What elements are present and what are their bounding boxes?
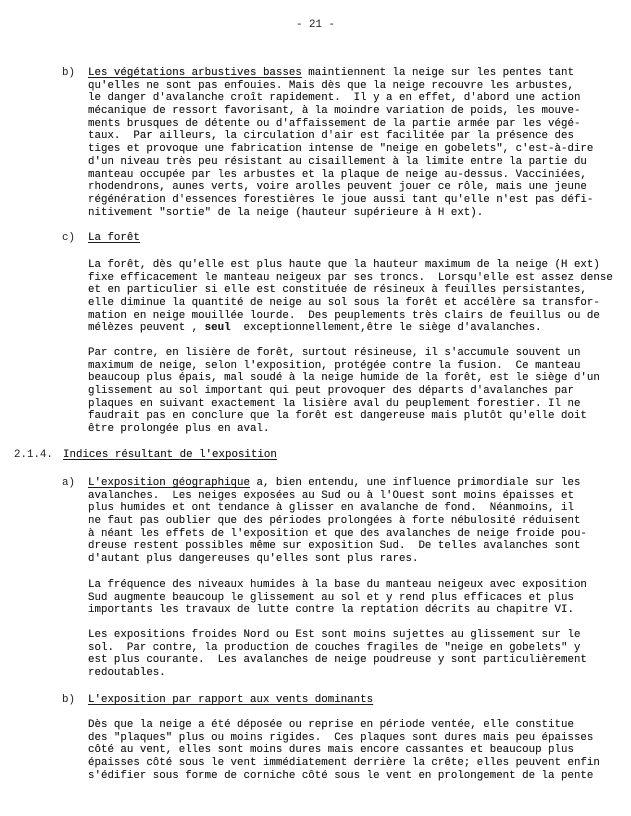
text-line: plus humides et ont tendance à glisser en avalanche de fond. Néanmoins, il [88,502,574,515]
section-label: b) [62,67,75,79]
text-line: qu'elles ne sont pas enfouies. Mais dès que la neige recouvre les arbustes, [88,79,574,92]
text-line: elle diminue la quantité de neige au sol sous la forêt et accélère sa transfor- [88,297,600,310]
text-line: glissement au sol important qui peut provoquer des départs d'avalanches par [88,385,574,398]
section-heading: L'exposition par rapport aux vents dominants [88,694,374,706]
text-line: nitivement "sortie" de la neige (hauteur supérieure à H ext). [88,206,484,219]
text-line: est plus courante. Les avalanches de neige poudreuse y sont particulièrement [88,654,587,667]
text-segment: mélèzes peuvent , [88,322,205,335]
text-line: Dès que la neige a été déposée ou reprise en période ventée, elle constitue [88,719,574,731]
text-line: épaisses côté sous le vent immédiatement derrière la crête; elles peuvent enfin [88,757,600,770]
text-line: le danger d'avalanche croît rapidement. Il y a en effet, d'abord une action [88,92,581,105]
text-line: beaucoup plus épais, mal soudé à la neige humide de la forêt, est le siège d'un [88,372,600,385]
text-line: maximum de neige, selon l'exposition, protégée contre la fusion. Ce manteau [88,359,581,372]
text-line [88,322,613,335]
text-line: régénération d'essences forestières le joue aussi tant qu'elle n'est pas défi- [88,193,594,206]
text-line: côté au vent, elles sont moins dures mais encore cassantes et beaucoup plus [88,744,574,757]
heading-line [88,67,593,80]
text-line: être prolongée plus en aval. [88,423,270,436]
heading-line [63,449,277,462]
heading-line [88,694,373,707]
section-heading-paragraph [63,449,277,462]
text-line: faudrait pas en conclure que la forêt est dangereuse mais plutôt qu'elle doit [88,410,587,423]
section-heading: Les végétations arbustives basses [88,67,302,79]
text-line: redoutables. [88,667,166,680]
text-line: La forêt, dès qu'elle est plus haute que la hauteur maximum de la neige (H ext) [88,259,600,271]
section-heading: L'exposition géographique [88,477,250,489]
text-line: taux. Par ailleurs, la circulation d'air est facilitée par la présence des [88,130,574,143]
text-line: tiges et provoque une fabrication intense de "neige en gobelets", c'est-à-dire [88,143,594,156]
section-heading-paragraph [88,67,593,219]
section-heading: Indices résultant de l'exposition [63,449,277,461]
text-line: dreuse restent possibles même sur exposition Sud. De telles avalanches sont [88,540,581,553]
text-line: La fréquence des niveaux humides à la base du manteau neigeux avec exposition [88,579,587,591]
text-line: maintiennent la neige sur les pentes tant [301,67,574,79]
text-line: s'édifier sous forme de corniche côté sous le vent en prolongement de la pente [88,769,594,782]
text-line: avalanches. Les neiges exposées au Sud ou à l'Ouest sont moins épaisses et [88,489,574,502]
text-line: fixe efficacement le manteau neigeux par ses troncs. Lorsqu'elle est assez dense [88,271,613,284]
text-line: mécanique de ressort favorisant, à la moindre variation de poids, les mouve- [88,105,581,118]
page-number: - 21 - [296,19,335,31]
text-line: à néant les effets de l'exposition et que des avalanches de neige froide pou- [88,527,587,540]
heading-line [88,477,587,490]
text-line: d'un niveau très peu résistant au cisaillement à la limite entre la partie du [88,155,587,168]
section-heading-paragraph [88,694,373,707]
text-line: Les expositions froides Nord ou Est sont moins sujettes au glissement sur le [88,629,581,641]
text-line: Par contre, en lisière de forêt, surtout résineuse, il s'accumule souvent un [88,347,581,359]
section-label: c) [62,232,75,244]
paragraph [88,347,600,436]
section-label: b) [62,694,75,706]
text-line: sol. Par contre, la production de couches fragiles de "neige en gobelets" y [88,641,581,654]
section-label: a) [62,477,75,489]
text-line: plaques en suivant exactement la lisière aval du peuplement forestier. Il ne [88,397,581,410]
text-line: mation en neige mouillée lourde. Des peuplements très clairs de feuillus ou de [88,309,600,322]
text-line: et en particulier si elle est constituée de résineux à feuilles persistantes, [88,284,587,297]
text-line: ments brusques de détente ou d'affaissement de la partie armée par les végé- [88,117,581,130]
paragraph [88,579,587,617]
text-line: a, bien entendu, une influence primordiale sur les [249,477,581,489]
text-line: Sud augmente beaucoup le glissement au sol et y rend plus efficaces et plus [88,591,574,604]
section-label: 2.1.4. [14,449,53,461]
section-heading-paragraph [88,232,140,245]
text-line: manteau occupée par les arbustes et la plaque de neige au-dessus. Vacciniées, [88,168,587,181]
section-heading: La forêt [88,232,140,244]
bold-word: seul [204,322,231,335]
text-line: ne faut pas oublier que des périodes prolongées à forte nébulosité réduisent [88,515,581,528]
section-heading-paragraph [88,477,587,566]
heading-line [88,232,140,245]
text-line: rhodendrons, aunes verts, voire arolles peuvent jouer ce rôle, mais une jeune [88,181,587,194]
text-segment: exceptionnellement,être le siège d'avalanches. [230,322,542,335]
paragraph [88,629,587,680]
text-line: des "plaques" plus ou moins rigides. Ces plaques sont dures mais peu épaisses [88,731,594,744]
text-line: d'autant plus dangereuses qu'elles sont plus rares. [88,553,419,566]
paragraph [88,719,600,782]
paragraph [88,259,613,335]
text-line: importants les travaux de lutte contre la reptation décrits au chapitre VI. [88,604,574,617]
